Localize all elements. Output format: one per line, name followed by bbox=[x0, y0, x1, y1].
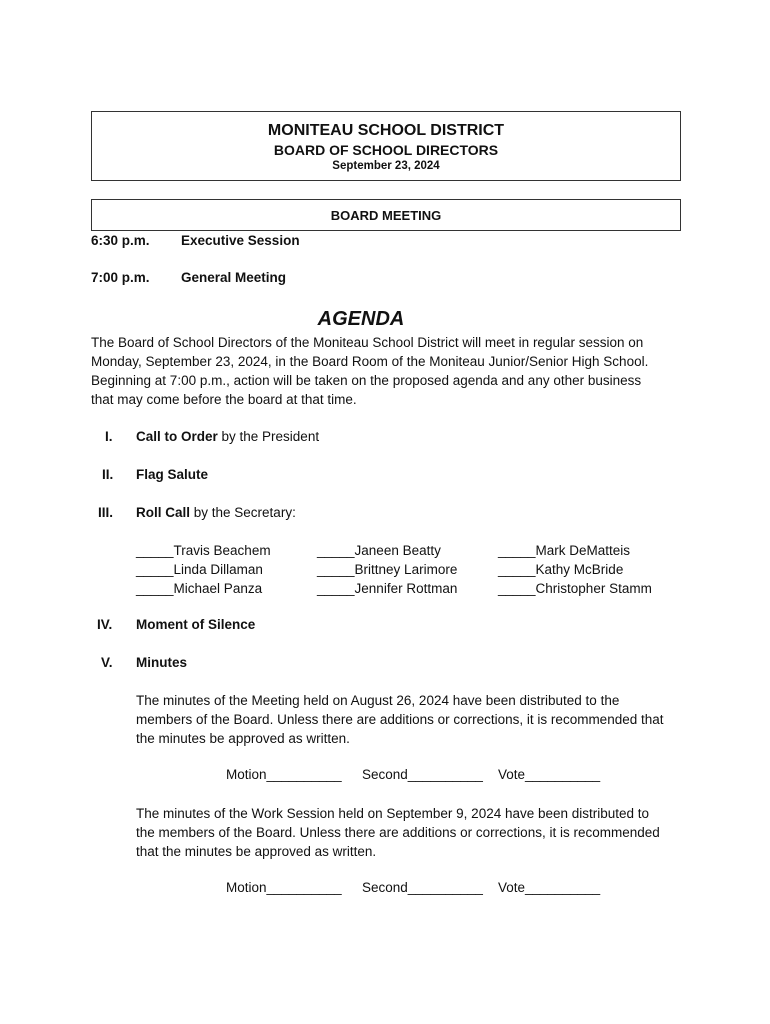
minutes-line: The minutes of the Meeting held on August 26, 2024 have been distributed to the bbox=[136, 693, 620, 708]
item-title: Call to Order bbox=[136, 429, 218, 444]
item-title: Moment of Silence bbox=[136, 617, 256, 632]
item-number: III. bbox=[98, 505, 114, 520]
meeting-date: September 23, 2024 bbox=[332, 160, 440, 172]
item-rest: by the Secretary: bbox=[190, 505, 296, 520]
item-title: Flag Salute bbox=[136, 467, 209, 482]
board-name: BOARD OF SCHOOL DIRECTORS bbox=[273, 142, 499, 158]
vote-line: Vote__________ bbox=[498, 767, 601, 782]
schedule-event-2: General Meeting bbox=[181, 270, 287, 285]
motion-line: Motion__________ bbox=[226, 880, 342, 895]
minutes-line: the minutes be approved as written. bbox=[136, 731, 350, 746]
minutes-paragraph-1 bbox=[136, 691, 664, 748]
roll-call-member: _____Brittney Larimore bbox=[317, 562, 458, 577]
motion-line: Motion__________ bbox=[226, 767, 342, 782]
agenda-item-flag-salute bbox=[136, 467, 208, 482]
agenda-title: AGENDA bbox=[317, 308, 405, 330]
roll-call-member: _____Travis Beachem bbox=[136, 543, 271, 558]
agenda-item-roll-call bbox=[136, 505, 296, 520]
board-meeting-label: BOARD MEETING bbox=[330, 208, 442, 223]
item-number: IV. bbox=[97, 617, 113, 632]
item-number: I. bbox=[105, 429, 113, 444]
item-title: Minutes bbox=[136, 655, 188, 670]
second-line: Second__________ bbox=[362, 767, 483, 782]
item-number: II. bbox=[102, 467, 114, 482]
intro-line: The Board of School Directors of the Moniteau School District will meet in regular session on bbox=[91, 335, 644, 350]
roll-call-col-3 bbox=[498, 541, 652, 598]
minutes-line: the members of the Board. Unless there are additions or corrections, it is recommended bbox=[136, 825, 660, 840]
schedule-event-1: Executive Session bbox=[181, 233, 300, 248]
second-line: Second__________ bbox=[362, 880, 483, 895]
schedule-time-1: 6:30 p.m. bbox=[91, 233, 150, 248]
item-title: Roll Call bbox=[136, 505, 191, 520]
roll-call-member: _____Christopher Stamm bbox=[498, 581, 652, 596]
minutes-line: members of the Board. Unless there are additions or corrections, it is recommended that bbox=[136, 712, 664, 727]
minutes-line: that the minutes be approved as written. bbox=[136, 844, 377, 859]
schedule-time-2: 7:00 p.m. bbox=[91, 270, 150, 285]
vote-line: Vote__________ bbox=[498, 880, 601, 895]
intro-paragraph bbox=[91, 333, 648, 409]
board-meeting-box bbox=[91, 199, 681, 231]
minutes-paragraph-2 bbox=[136, 804, 660, 861]
minutes-line: The minutes of the Work Session held on September 9, 2024 have been distributed to bbox=[136, 806, 650, 821]
intro-line: Beginning at 7:00 p.m., action will be taken on the proposed agenda and any other business bbox=[91, 373, 642, 388]
item-number: V. bbox=[101, 655, 113, 670]
intro-line: Monday, September 23, 2024, in the Board Room of the Moniteau Junior/Senior High School. bbox=[91, 354, 649, 369]
roll-call-member: _____Janeen Beatty bbox=[317, 543, 441, 558]
roll-call-member: _____Michael Panza bbox=[136, 581, 263, 596]
roll-call-member: _____Jennifer Rottman bbox=[317, 581, 458, 596]
roll-call-member: _____Kathy McBride bbox=[498, 562, 624, 577]
agenda-item-minutes bbox=[136, 655, 187, 670]
roll-call-col-2 bbox=[317, 541, 457, 598]
agenda-item-call-to-order bbox=[136, 429, 319, 444]
intro-line: that may come before the board at that time. bbox=[91, 392, 357, 407]
roll-call-member: _____Linda Dillaman bbox=[136, 562, 263, 577]
item-rest: by the President bbox=[217, 429, 320, 444]
header-box bbox=[91, 111, 681, 181]
district-name: MONITEAU SCHOOL DISTRICT bbox=[267, 122, 505, 139]
agenda-item-moment-of-silence bbox=[136, 617, 255, 632]
roll-call-member: _____Mark DeMatteis bbox=[498, 543, 631, 558]
roll-call-col-1 bbox=[136, 541, 271, 598]
